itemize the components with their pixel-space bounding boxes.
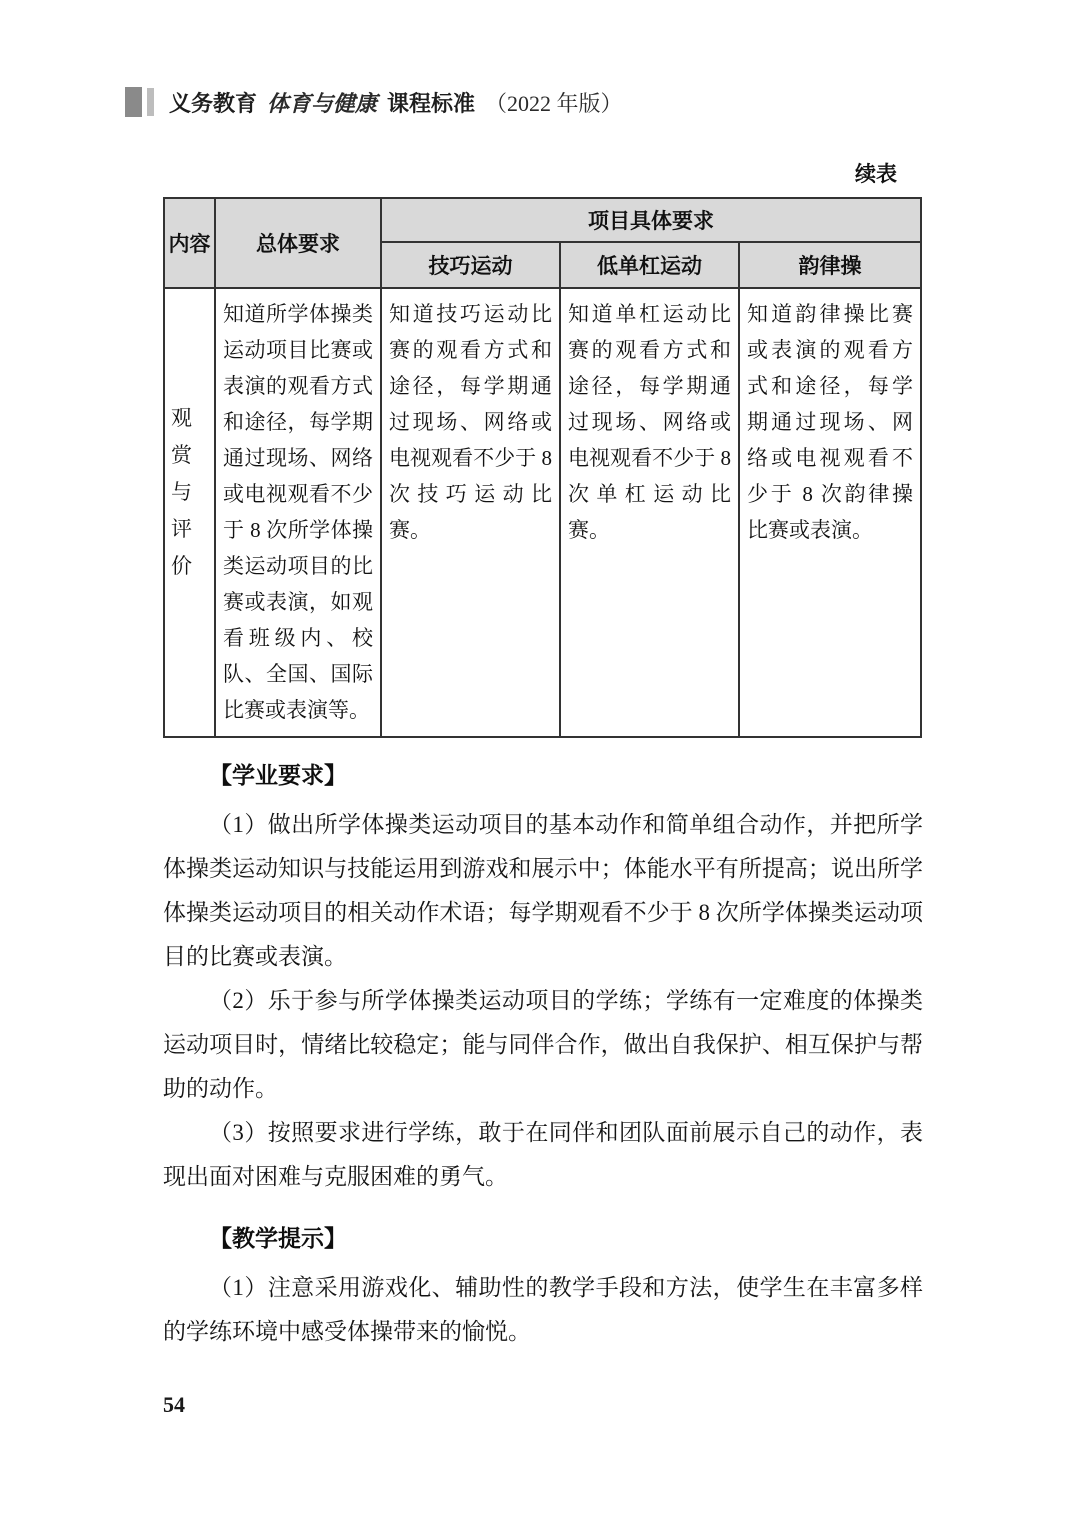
header-cell-rhythmic-gym: 韵律操 — [739, 242, 921, 288]
section-heading-academic-requirements: 【学业要求】 — [209, 762, 347, 788]
title-marker-light-bar — [147, 88, 154, 116]
document-header — [125, 86, 623, 118]
header-cell-skill-sport: 技巧运动 — [381, 242, 560, 288]
requirements-table — [163, 197, 922, 738]
academic-requirement-paragraph-1: （1）做出所学体操类运动项目的基本动作和简单组合动作，并把所学体操类运动知识与技能运用到游戏和展示中；体能水平有所提高；说出所学体操类运动项目的相关动作术语；每学期观看不少于 8 次所学体操类运动项目的比赛或表演。 — [163, 812, 923, 969]
header-cell-group: 项目具体要求 — [381, 198, 921, 242]
table-row — [164, 288, 921, 737]
header-cell-content: 内容 — [164, 198, 215, 288]
cell-skill-sport-requirement: 知道技巧运动比赛的观看方式和途径，每学期通过现场、网络或电视观看不少于 8 次技巧运动比赛。 — [381, 288, 560, 737]
page-number: 54 — [163, 1392, 185, 1417]
cell-rhythmic-requirement: 知道韵律操比赛或表演的观看方式和途径，每学期通过现场、网络或电视观看不少于 8 次韵律操比赛或表演。 — [739, 288, 921, 737]
main-content — [163, 160, 923, 1354]
document-title — [169, 87, 623, 118]
title-part-subject: 体育与健康 — [267, 90, 378, 116]
table-header-row-1 — [164, 198, 921, 242]
title-part-education: 义务教育 — [169, 90, 258, 116]
cell-content-category: 观赏与评价 — [164, 288, 215, 737]
academic-requirement-paragraph-2: （2）乐于参与所学体操类运动项目的学练；学练有一定难度的体操类运动项目时，情绪比较稳定；能与同伴合作，做出自我保护、相互保护与帮助的动作。 — [163, 988, 923, 1101]
continued-table-note: 续表 — [855, 163, 897, 186]
cell-low-bar-requirement: 知道单杠运动比赛的观看方式和途径，每学期通过现场、网络或电视观看不少于 8 次单杠运动比赛。 — [560, 288, 739, 737]
academic-requirement-paragraph-3: （3）按照要求进行学练，敢于在同伴和团队面前展示自己的动作，表现出面对困难与克服困难的勇气。 — [163, 1120, 923, 1189]
header-cell-overall: 总体要求 — [215, 198, 381, 288]
section-heading-teaching-tips: 【教学提示】 — [209, 1225, 347, 1251]
title-marker-dark-bar — [125, 87, 142, 117]
teaching-tip-paragraph-1: （1）注意采用游戏化、辅助性的教学手段和方法，使学生在丰富多样的学练环境中感受体操带来的愉悦。 — [163, 1275, 923, 1344]
title-part-standard: 课程标准 — [387, 90, 476, 116]
cell-overall-requirement: 知道所学体操类运动项目比赛或表演的观看方式和途径，每学期通过现场、网络或电视观看不少于 8 次所学体操类运动项目的比赛或表演，如观看班级内、校队、全国、国际比赛或表演等。 — [215, 288, 381, 737]
title-part-edition: （2022 年版） — [485, 90, 623, 116]
header-cell-low-bar-sport: 低单杠运动 — [560, 242, 739, 288]
